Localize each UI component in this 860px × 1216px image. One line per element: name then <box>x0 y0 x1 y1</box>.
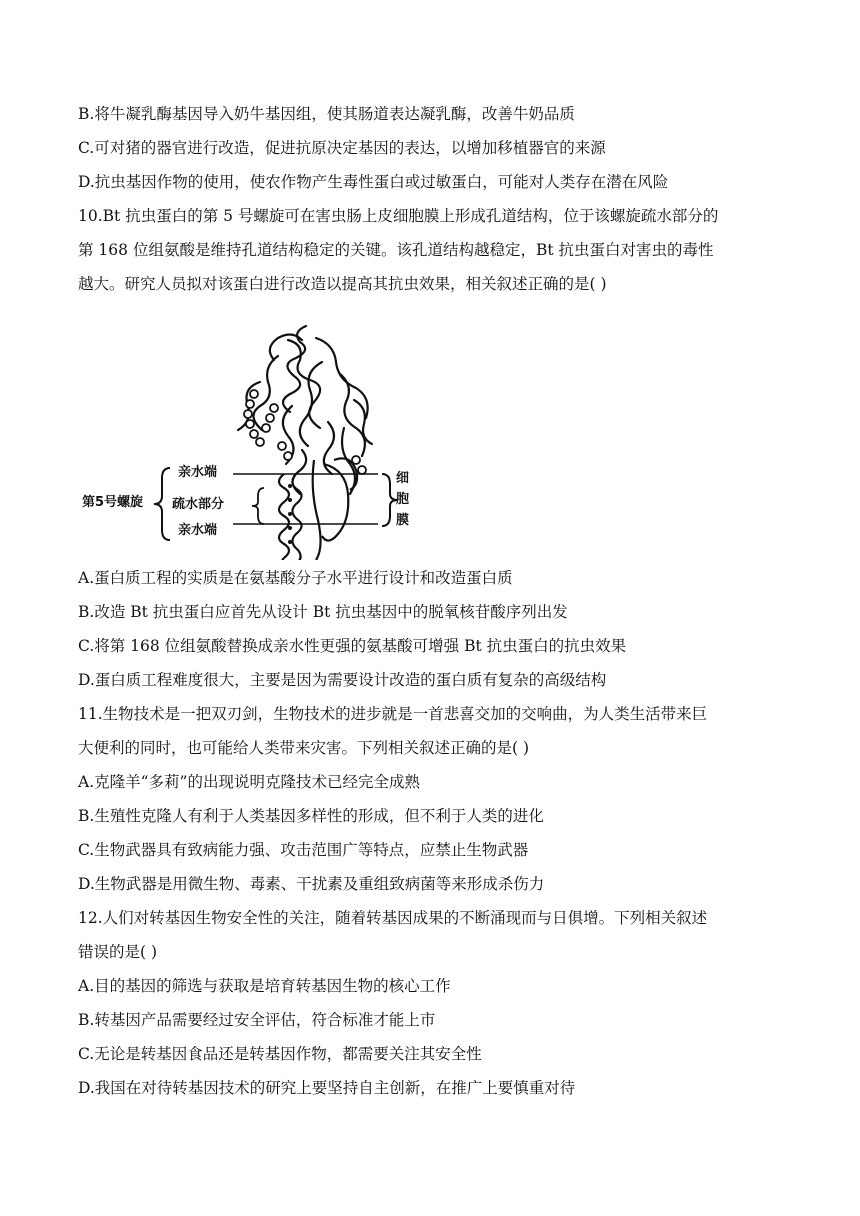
question-11-stem-line1: 11.生物技术是一把双刃剑，生物技术的进步就是一首悲喜交加的交响曲，为人类生活带来巨 <box>78 705 708 723</box>
option-11c: C.生物武器具有致病能力强、攻击范围广等特点，应禁止生物武器 <box>78 841 529 859</box>
option-9b: B.将牛凝乳酶基因导入奶牛基因组，使其肠道表达凝乳酶，改善牛奶品质 <box>78 105 575 123</box>
membrane-char-1: 细 <box>396 471 410 486</box>
question-10-stem-line3: 越大。研究人员拟对该蛋白进行改造以提高其抗虫效果，相关叙述正确的是( ) <box>78 275 607 293</box>
question-12-stem-line2: 错误的是( ) <box>78 943 158 961</box>
option-12d: D.我国在对待转基因技术的研究上要坚持自主创新，在推广上要慎重对待 <box>78 1079 576 1097</box>
option-11d: D.生物武器是用微生物、毒素、干扰素及重组致病菌等来形成杀伤力 <box>78 875 545 893</box>
option-10b: B.改造 Bt 抗虫蛋白应首先从设计 Bt 抗虫基因中的脱氧核苷酸序列出发 <box>78 603 568 621</box>
option-10d: D.蛋白质工程难度很大，主要是因为需要设计改造的蛋白质有复杂的高级结构 <box>78 671 607 689</box>
option-11a: A.克隆羊“多莉”的出现说明克隆技术已经完全成熟 <box>78 773 420 791</box>
option-9c: C.可对猪的器官进行改造，促进抗原决定基因的表达，以增加移植器官的来源 <box>78 139 606 157</box>
membrane-char-2: 胞 <box>396 492 410 507</box>
hydrophobic-label: 疏水部分 <box>172 497 225 512</box>
question-11-stem-line2: 大便利的同时，也可能给人类带来灾害。下列相关叙述正确的是( ) <box>78 739 530 757</box>
option-12c: C.无论是转基因食品还是转基因作物，都需要关注其安全性 <box>78 1045 482 1063</box>
membrane-char-3: 膜 <box>396 513 410 528</box>
option-10c: C.将第 168 位组氨酸替换成亲水性更强的氨基酸可增强 Bt 抗虫蛋白的抗虫效果 <box>78 637 627 655</box>
option-11b: B.生殖性克隆人有利于人类基因多样性的形成，但不利于人类的进化 <box>78 807 544 825</box>
bt-protein-membrane-figure <box>78 310 498 560</box>
hydrophilic-bottom-label: 亲水端 <box>178 523 218 538</box>
helix-brace <box>154 468 170 540</box>
option-10a: A.蛋白质工程的实质是在氨基酸分子水平进行设计和改造蛋白质 <box>78 569 513 587</box>
question-12-stem-line1: 12.人们对转基因生物安全性的关注，随着转基因成果的不断涌现而与日俱增。下列相关叙述 <box>78 909 708 927</box>
option-9d: D.抗虫基因作物的使用，使农作物产生毒性蛋白或过敏蛋白，可能对人类存在潜在风险 <box>78 173 669 191</box>
option-12a: A.目的基因的筛选与获取是培育转基因生物的核心工作 <box>78 977 451 995</box>
option-12b: B.转基因产品需要经过安全评估，符合标准才能上市 <box>78 1011 436 1029</box>
helix-label: 第5号螺旋 <box>82 495 144 510</box>
question-10-stem-line1: 10.Bt 抗虫蛋白的第 5 号螺旋可在害虫肠上皮细胞膜上形成孔道结构，位于该螺旋疏水部分的 <box>78 207 719 225</box>
protein-structure-drawing <box>238 326 372 494</box>
hydrophilic-top-label: 亲水端 <box>178 465 218 480</box>
hydrophobic-brace <box>252 488 264 524</box>
question-10-stem-line2: 第 168 位组氨酸是维持孔道结构稳定的关键。该孔道结构越稳定，Bt 抗虫蛋白对害虫的毒性 <box>78 241 714 259</box>
